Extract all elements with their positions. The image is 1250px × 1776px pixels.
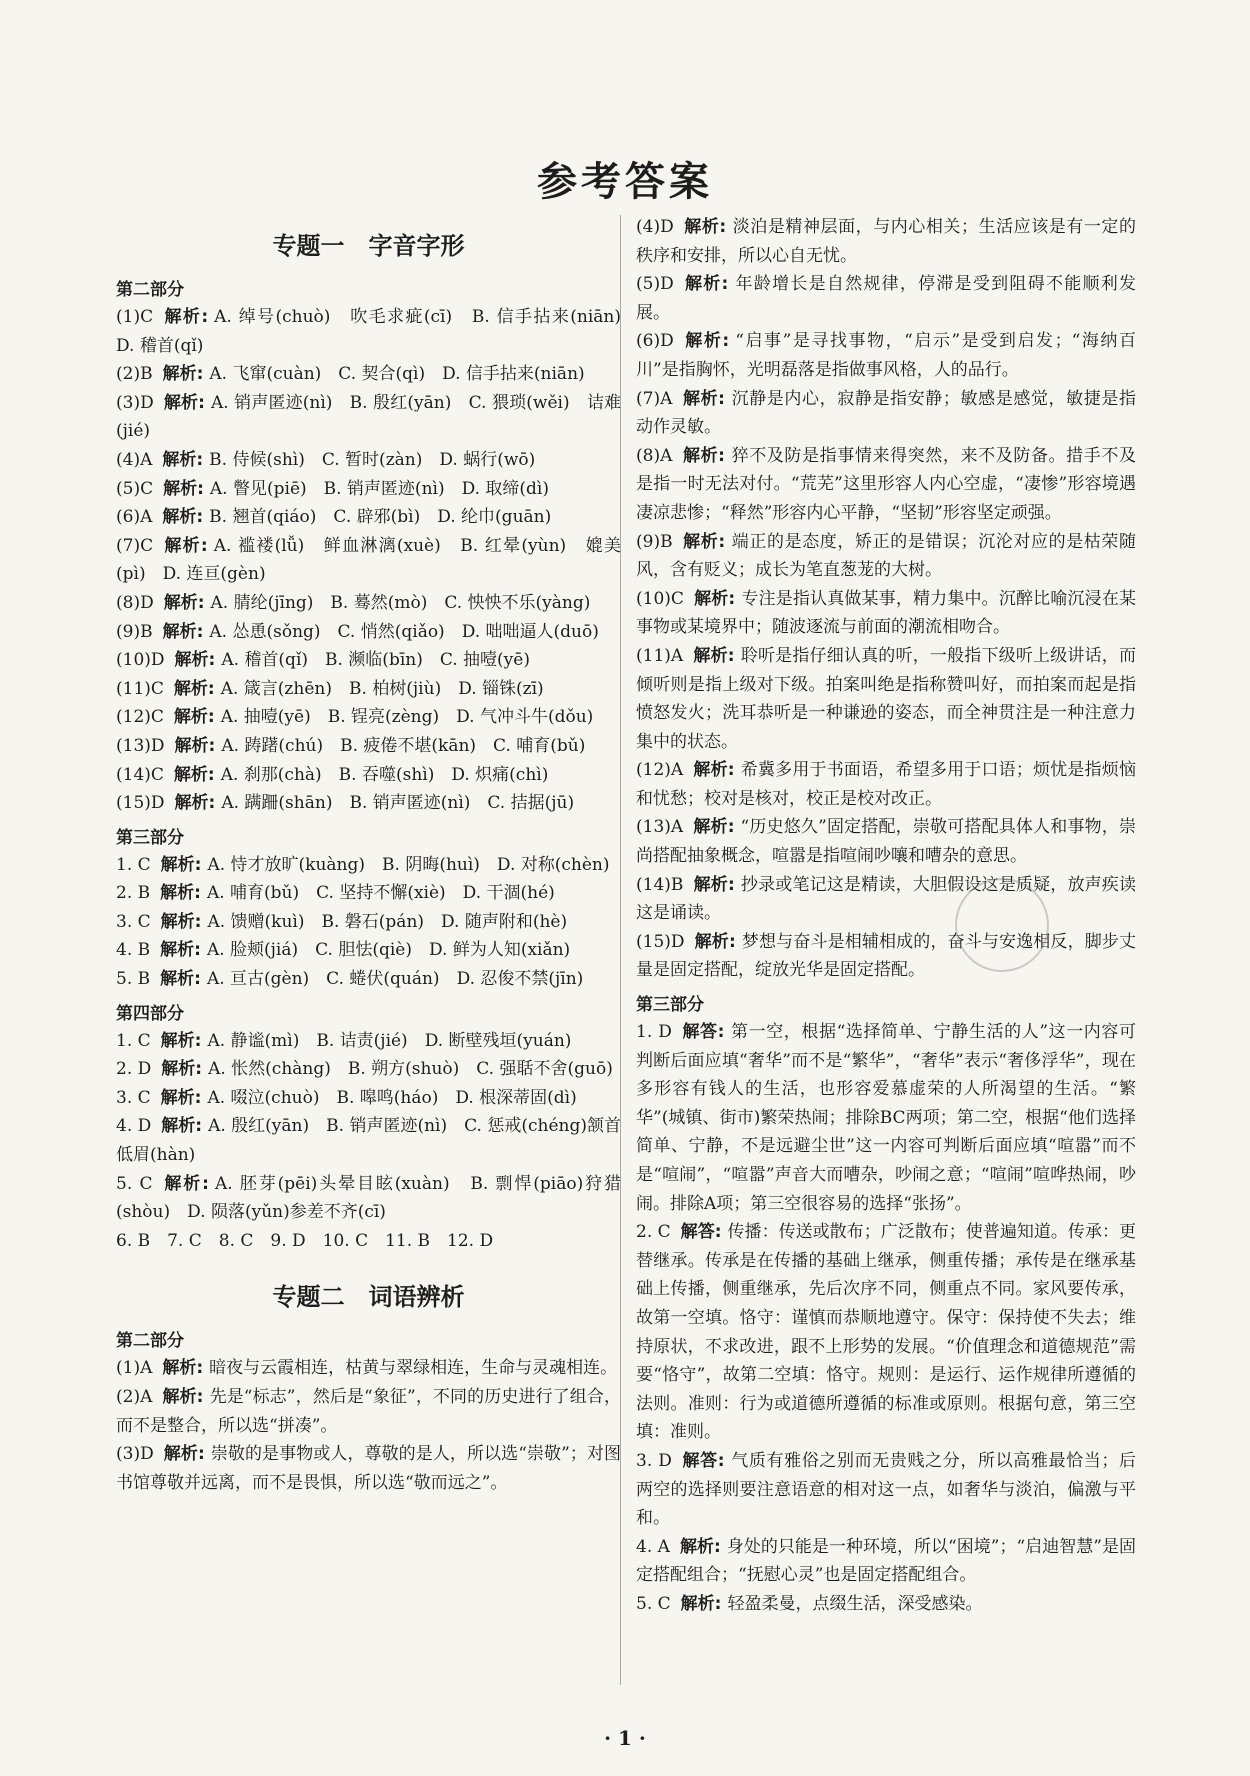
answer-number: (8)D: [116, 592, 154, 613]
answer-text: A. 馈赠(kuì) B. 磐石(pán) D. 随声附和(hè): [207, 911, 568, 932]
answer-label: 解析:: [682, 445, 725, 466]
answer-label: 解析:: [163, 1444, 205, 1465]
answer-item: [116, 1112, 621, 1169]
answer-label: 解析:: [162, 1173, 209, 1194]
answer-item: [116, 303, 638, 360]
answer-label: 解析:: [680, 1593, 722, 1614]
answer-label: 解析:: [162, 1358, 204, 1379]
answer-item: [636, 871, 1136, 928]
answer-text: A. 稽首(qǐ) B. 濒临(bīn) C. 抽噎(yē): [221, 650, 530, 671]
answer-text: 年龄增长是自然规律，停滞是受到阻碍不能顺利发展。: [636, 274, 1136, 323]
answer-number: (2)B: [116, 364, 153, 385]
answer-text: 专注是指认真做某事，精力集中。沉醉比喻沉浸在某事物或某境界中；随波逐流与前面的潮流相吻合。: [636, 588, 1136, 638]
answer-item: [116, 936, 621, 965]
answer-text: A. 静谧(mì) B. 诘责(jié) D. 断壁残垣(yuán): [207, 1030, 572, 1051]
page-title: 参考答案: [537, 159, 713, 205]
answer-label: 解析:: [174, 650, 216, 671]
answer-text: A. 瞥见(piē) B. 销声匿迹(nì) D. 取缔(dì): [209, 478, 550, 499]
answer-text: A. 箴言(zhēn) B. 柏树(jiù) D. 锱铢(zī): [220, 678, 544, 699]
part-heading: 第四部分: [116, 1003, 184, 1024]
answer-label: 解析:: [160, 911, 202, 932]
answer-label: 解析:: [683, 217, 727, 237]
answer-item: [116, 732, 621, 761]
answer-item: [636, 528, 1136, 585]
answer-label: 解析:: [162, 507, 204, 528]
answer-item: [116, 1027, 621, 1056]
answer-text: 希冀多用于书面语，希望多用于口语；烦忧是指烦恼和忧愁；校对是核对，校正是校对改正。: [636, 760, 1137, 809]
answer-label: 解析:: [160, 1087, 202, 1108]
answer-number: (11)A: [636, 645, 684, 666]
answer-number: (7)C: [116, 535, 154, 556]
part-heading: 第三部分: [116, 827, 184, 848]
answer-text: 梦想与奋斗是相辅相成的，奋斗与安逸相反，脚步丈量是固定搭配，绽放光华是固定搭配。: [636, 931, 1136, 981]
answer-text: B. 翘首(qiáo) C. 辟邪(bì) D. 纶巾(guān): [209, 507, 552, 528]
answer-item: [116, 761, 621, 790]
answer-text: A. 刹那(chà) B. 吞噬(shì) D. 炽痛(chì): [220, 764, 549, 785]
answer-item: [116, 908, 621, 937]
answer-item: [636, 642, 1136, 756]
answer-item: [636, 385, 1136, 442]
answer-item: [636, 1018, 1136, 1218]
answer-number: (5)D: [636, 274, 674, 295]
answer-item: [636, 442, 1136, 528]
answer-item: [116, 389, 621, 446]
answer-text: A. 褴褛(lǚ) 鲜血淋漓(xuè) B. 红晕(yùn) 媲美(pì) D. 连亘(gèn): [116, 535, 621, 585]
answer-item: [116, 1440, 621, 1497]
answer-label: 解析:: [683, 274, 729, 295]
part-heading: 第二部分: [116, 280, 184, 300]
answer-number: 1. C: [116, 854, 151, 875]
answer-label: 解析:: [161, 1116, 203, 1137]
answer-number: (9)B: [116, 621, 153, 642]
answer-number: (3)D: [116, 1444, 154, 1465]
answer-text: 身处的只能是一种环境，所以“困境”；“启迪智慧”是固定搭配组合；“抚慰心灵”也是固定搭配组合。: [636, 1536, 1136, 1586]
answer-text: A. 殷红(yān) B. 销声匿迹(nì) C. 惩戒(chéng)颔首低眉(hàn): [116, 1116, 621, 1166]
answer-number: 5. B: [116, 969, 151, 990]
answer-text: “历史悠久”固定搭配，崇敬可搭配具体人和事物，崇尚搭配抽象概念，喧嚣是指喧闹吵嚷和嘈杂的意思。: [636, 817, 1136, 867]
answer-number: (15)D: [116, 793, 165, 814]
answer-number: (13)A: [636, 817, 684, 838]
answer-number: (10)C: [636, 588, 684, 609]
answer-number: 3. D: [636, 1450, 672, 1471]
answer-label: 解析:: [682, 388, 725, 409]
answer-item: [116, 851, 621, 880]
answer-text: A. 恃才放旷(kuàng) B. 阴晦(huì) D. 对称(chèn): [207, 854, 610, 875]
answer-item: [636, 270, 1136, 327]
answer-item: [636, 756, 1136, 813]
answer-label: 解析:: [682, 531, 726, 552]
answer-text: A. 踌躇(chú) B. 疲倦不堪(kān) C. 哺育(bǔ): [221, 735, 586, 756]
answer-label: 解析:: [173, 678, 215, 699]
answer-text: A. 销声匿迹(nì) B. 殷红(yān) C. 猥琐(wěi) 诘难(jié): [116, 392, 621, 442]
answer-item: [116, 360, 621, 389]
section-title-topic2: 专题二 词语辨析: [272, 1283, 465, 1312]
answer-text: 端正的是态度，矫正的是错误；沉沦对应的是枯荣随风，含有贬义；成长为笔直葱茏的大树。: [636, 531, 1136, 581]
answer-item: [116, 618, 621, 647]
answer-label: 解析:: [173, 707, 215, 728]
answer-item: [636, 928, 1136, 985]
answer-label: 解析:: [163, 592, 205, 613]
answer-text: A. 绰号(chuò) 吹毛求疵(cī) B. 信手拈来(niān) D. 稽首(qǐ): [116, 307, 638, 356]
answer-item: [116, 965, 621, 994]
answer-text: 聆听是指仔细认真的听，一般指下级听上级讲话，而倾听则是指上级对下级。拍案叫绝是指称赞叫好，而拍案而起是指愤怒发火；洗耳恭听是一种谦逊的姿态，而全神贯注是一种注意力集中的状态。: [636, 645, 1137, 752]
answer-text: B. 侍候(shì) C. 暂时(zàn) D. 蜗行(wō): [209, 449, 536, 470]
answer-label: 解析:: [162, 621, 204, 642]
answer-number: (8)A: [636, 445, 673, 466]
answer-item: [116, 1383, 621, 1440]
answer-text: 暗夜与云霞相连，枯黄与翠绿相连，生命与灵魂相连。: [209, 1358, 618, 1379]
answer-item: [636, 1447, 1136, 1533]
answer-text: A. 腈纶(jīng) B. 蓦然(mò) C. 怏怏不乐(yàng): [210, 592, 591, 613]
answer-label: 解析:: [160, 969, 201, 990]
answer-number: 2. D: [116, 1059, 152, 1080]
answer-label: 解析:: [694, 931, 736, 952]
answer-number: (14)C: [116, 764, 164, 785]
answer-number: (4)D: [636, 217, 674, 237]
answer-item: [116, 475, 621, 504]
answer-label: 解析:: [693, 874, 735, 895]
answer-text: A. 蹒跚(shān) B. 销声匿迹(nì) C. 拮据(jū): [221, 793, 575, 814]
answer-item: [116, 503, 621, 532]
answer-text: A. 怅然(chàng) B. 朔方(shuò) C. 强聒不舍(guō): [208, 1059, 613, 1080]
answer-number: 4. A: [636, 1536, 670, 1557]
answer-label: 解答:: [680, 1222, 722, 1243]
answer-text: A. 抽噎(yē) B. 锃亮(zèng) D. 气冲斗牛(dǒu): [220, 707, 594, 728]
answer-label: 解析:: [693, 588, 736, 609]
answer-number: 3. C: [116, 911, 151, 932]
answer-number: (2)A: [116, 1387, 153, 1407]
answer-text: 崇敬的是事物或人，尊敬的是人，所以选“崇敬”；对图书馆尊敬并远离，而不是畏惧，所以选“敬而远之”。: [116, 1444, 621, 1493]
answer-item: [116, 789, 621, 818]
answer-number: (3)D: [116, 392, 154, 413]
answer-item: [116, 589, 621, 618]
answer-label: 解析:: [174, 793, 216, 814]
answer-number: 2. B: [116, 883, 151, 904]
answer-text: A. 啜泣(chuò) B. 嗥鸣(háo) D. 根深蒂固(dì): [207, 1087, 577, 1108]
answer-label: 解析:: [160, 940, 201, 961]
answer-number: (12)A: [636, 760, 684, 781]
left-topic2-parts: [116, 1326, 621, 1497]
answer-text: A. 怂恿(sǒng) C. 悄然(qiǎo) D. 咄咄逼人(duō): [209, 621, 599, 642]
right-parts: [636, 213, 1136, 1619]
answer-label: 解析:: [693, 760, 735, 781]
answer-item: [636, 1590, 1136, 1619]
answer-number: 6. B 7. C 8. C 9. D 10. C 11. B 12. D: [116, 1230, 494, 1251]
answer-item: [116, 703, 621, 732]
answer-number: 2. C: [636, 1222, 671, 1243]
answer-text: A. 哺育(bǔ) C. 坚持不懈(xiè) D. 干涸(hé): [206, 883, 555, 904]
answer-text: 气质有雅俗之别而无贵贱之分，所以高雅最恰当；后两空的选择则要注意语意的相对这一点，如奢华与淡泊，偏激与平和。: [636, 1450, 1136, 1529]
answer-label: 解析:: [160, 854, 202, 875]
answer-label: 解析:: [161, 1059, 203, 1080]
answer-number: 3. C: [116, 1087, 151, 1108]
answer-number: (12)C: [116, 707, 164, 728]
answer-text: “启事”是寻找事物，“启示”是受到启发；“海纳百川”是指胸怀，光明磊落是指做事风格，人的品行。: [636, 331, 1136, 380]
answer-text: 传播：传送或散布；广泛散布；使普遍知道。传承：更替继承。传承是在传播的基础上继承，侧重传播；承传是在继承基础上传播，侧重继承，先后次序不同，侧重点不同。家风要传承，故第一空填。恪守：谨慎而恭顺地遵守。保守：保持使不失去；维持原状，不求改进，跟不上形势的发展。“价值理念和道德规范”需要“恪守”，故第二空填：恪守。规则：是运行、运作规律所遵循的法则。准则：行为或道德所遵循的标准或原则。根据句意，第三空填：准则。: [636, 1222, 1136, 1443]
answer-item: [636, 1218, 1136, 1447]
answer-number: 5. C: [636, 1593, 671, 1614]
answer-text: 猝不及防是指事情来得突然，来不及防备。措手不及是指一时无法对付。“荒芜”这里形容人内心空虚，“凄惨”形容境遇凄凉悲惨；“释然”形容内心平静，“坚韧”形容坚定顽强。: [636, 445, 1136, 523]
answer-label: 解答:: [681, 1022, 725, 1043]
right-column: [636, 213, 1136, 1619]
answer-item: [636, 585, 1136, 642]
answer-text: 先是“标志”，然后是“象征”，不同的历史进行了组合，而不是整合，所以选“拼凑”。: [116, 1387, 621, 1436]
answer-label: 解析:: [683, 331, 730, 352]
answer-label: 解析:: [679, 1536, 721, 1557]
answer-label: 解析:: [163, 478, 204, 499]
answer-text: A. 胚芽(pēi)头晕目眩(xuàn) B. 剽悍(piāo)狩猎(shòu) D. 陨落(yǔn)参差不齐(cī): [116, 1173, 621, 1223]
answer-label: 解答:: [681, 1450, 725, 1471]
answer-item: [636, 1533, 1136, 1590]
answer-number: (1)A: [116, 1358, 153, 1379]
answer-item: [116, 1084, 621, 1113]
answer-number: (4)A: [116, 449, 153, 470]
answer-number: 1. C: [116, 1030, 151, 1051]
answer-number: (9)B: [636, 531, 673, 552]
answer-number: (11)C: [116, 678, 164, 699]
answer-item: [116, 675, 621, 704]
answer-item: [116, 446, 621, 475]
answer-number: (10)D: [116, 650, 165, 671]
answer-label: 解析:: [693, 817, 735, 838]
answer-label: 解析:: [162, 449, 204, 470]
answer-number: 1. D: [636, 1022, 672, 1043]
answer-label: 解析:: [163, 535, 208, 556]
answer-number: 5. C: [116, 1173, 153, 1194]
part-heading: 第三部分: [636, 995, 704, 1016]
answer-label: 解析:: [163, 307, 209, 327]
page-number: · 1 ·: [604, 1726, 646, 1750]
answer-text: 沉静是内心，寂静是指安静；敏感是感觉，敏捷是指动作灵敏。: [636, 388, 1136, 438]
answer-number: (1)C: [116, 307, 154, 327]
answer-number: (6)A: [116, 507, 153, 528]
answer-number: (5)C: [116, 478, 154, 499]
left-parts: [116, 275, 638, 1255]
stamp-seal: [955, 878, 1049, 972]
section-title-topic1: 专题一 字音字形: [272, 232, 465, 260]
answer-item: [116, 1354, 621, 1383]
answer-item: [116, 1227, 621, 1256]
answer-item: [636, 813, 1136, 870]
left-column: [116, 220, 638, 1497]
answer-label: 解析:: [160, 883, 201, 904]
answer-item: [116, 1055, 621, 1084]
answer-number: 4. B: [116, 940, 151, 961]
answer-number: 4. D: [116, 1116, 152, 1137]
answer-text: 淡泊是精神层面，与内心相关；生活应该是有一定的秩序和安排，所以心自无忧。: [636, 217, 1136, 266]
part-heading: 第二部分: [116, 1331, 184, 1352]
answer-number: (13)D: [116, 735, 165, 756]
answer-item: [636, 327, 1136, 384]
answer-item: [116, 1170, 621, 1227]
answer-text: A. 飞窜(cuàn) C. 契合(qì) D. 信手拈来(niān): [209, 364, 585, 385]
answer-item: [116, 532, 621, 589]
answer-label: 解析:: [163, 392, 205, 413]
answer-label: 解析:: [173, 764, 215, 785]
answer-text: A. 脸颊(jiá) C. 胆怯(qiè) D. 鲜为人知(xiǎn): [206, 940, 571, 961]
answer-number: (15)D: [636, 931, 685, 952]
answer-item: [116, 646, 621, 675]
answer-number: (14)B: [636, 874, 684, 895]
answer-label: 解析:: [693, 645, 735, 666]
answer-item: [636, 213, 1136, 270]
answer-label: 解析:: [162, 1387, 204, 1407]
answer-text: 第一空，根据“选择简单、宁静生活的人”这一内容可判断后面应填“奢华”而不是“繁华”，“奢华”表示“奢侈浮华”，现在多形容有钱人的生活，也形容爱慕虚荣的人所渴望的生活。“繁华”(城镇、街市)繁荣热闹；排除BC两项；第二空，根据“他们选择简单、宁静，不是远避尘世”这一内容可判断后面应填“喧嚣”而不是“喧闹”，“喧嚣”声音大而嘈杂，吵闹之意；“喧闹”喧哗热闹，吵闹。排除A项；第三空很容易的选择“张扬”。: [636, 1022, 1136, 1214]
answer-text: 轻盈柔曼，点缀生活，深受感染。: [727, 1593, 983, 1614]
answer-number: (7)A: [636, 388, 673, 409]
answer-item: [116, 879, 621, 908]
answer-label: 解析:: [160, 1030, 202, 1051]
answer-label: 解析:: [174, 735, 216, 756]
answer-text: A. 亘古(gèn) C. 蜷伏(quán) D. 忍俊不禁(jīn): [206, 969, 584, 990]
answer-label: 解析:: [162, 364, 204, 385]
answer-number: (6)D: [636, 331, 674, 352]
answer-text: 抄录或笔记这是精读，大胆假设这是质疑，放声疾读这是诵读。: [636, 874, 1136, 924]
